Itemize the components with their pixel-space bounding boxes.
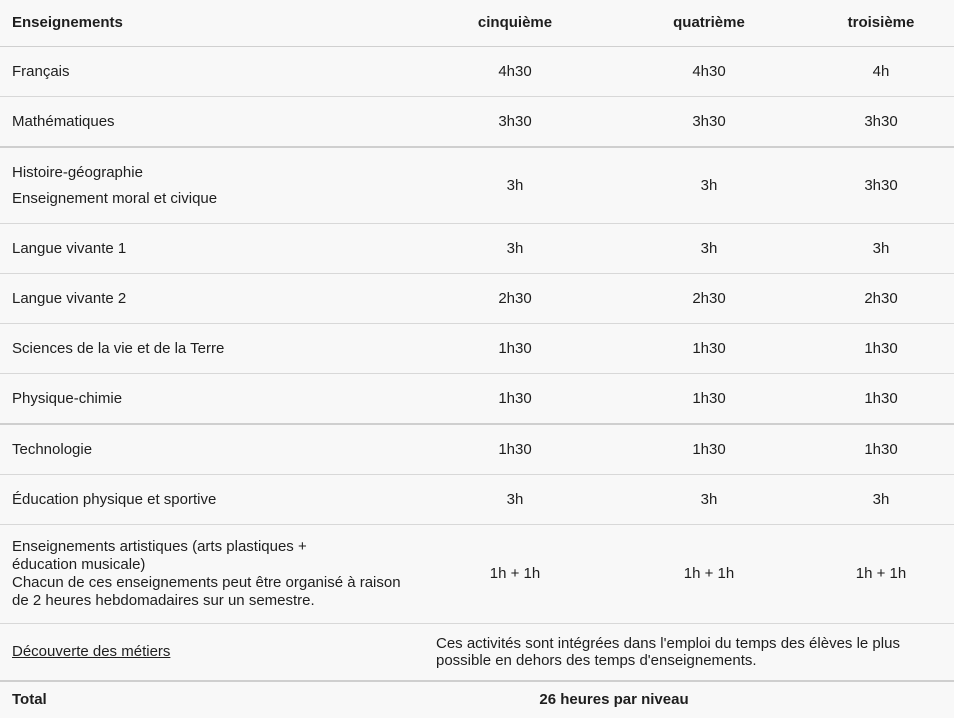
hours-cell: 3h [808,224,954,274]
hours-cell: 3h [610,147,808,224]
hours-cell: 3h30 [808,97,954,148]
hours-cell: 4h [808,47,954,97]
table-row [0,47,954,97]
hours-cell: 2h30 [610,274,808,324]
hours-cell: 3h [420,224,610,274]
table-row [0,324,954,374]
subject-cell: Langue vivante 2 [0,274,420,324]
total-label: Total [12,691,47,708]
hours-cell: 1h + 1h [420,525,610,624]
subject-cell: Technologie [0,424,420,475]
table-row [0,97,954,148]
table-row [0,274,954,324]
hours-cell: 1h30 [610,324,808,374]
decouverte-note: Ces activités sont intégrées dans l'emploi du temps des élèves le plus possible en dehors des temps d'enseignements. [420,624,954,682]
table-row [0,424,954,475]
header-level-3e: troisième [808,0,954,47]
hours-cell: 4h30 [610,47,808,97]
header-level-4e: quatrième [610,0,808,47]
subject-cell: Physique-chimie [0,374,420,425]
subject-cell: Enseignements artistiques (arts plastiques + éducation musicale) Chacun de ces enseignements peut être organisé à raison de 2 heures hebdomadaires sur un semestre. [0,525,420,624]
empty-cell [808,681,954,718]
hours-cell: 2h30 [420,274,610,324]
hours-cell: 1h30 [808,424,954,475]
subject-cell: Histoire-géographie Enseignement moral et civique [0,147,420,224]
hours-cell: 3h30 [420,97,610,148]
hours-cell: 3h [610,475,808,525]
hours-cell: 1h30 [420,374,610,425]
header-subject: Enseignements [0,0,420,47]
hours-cell: 1h30 [420,324,610,374]
subject-cell [0,624,420,682]
subject-cell: Éducation physique et sportive [0,475,420,525]
table-row [0,224,954,274]
hours-cell: 3h [808,475,954,525]
subject-cell: Français [0,47,420,97]
hours-cell: 2h30 [808,274,954,324]
hours-cell: 1h + 1h [610,525,808,624]
hours-cell: 4h30 [420,47,610,97]
table-header-row [0,0,954,47]
header-level-5e: cinquième [420,0,610,47]
subject-cell: Langue vivante 1 [0,224,420,274]
hours-cell: 1h30 [610,374,808,425]
total-value: 26 heures par niveau [539,691,689,708]
subject-cell: Sciences de la vie et de la Terre [0,324,420,374]
hours-cell: 3h [420,475,610,525]
hours-cell: 3h30 [808,147,954,224]
table-row-total [0,681,954,718]
table-row-decouverte [0,624,954,682]
hours-cell: 3h [610,224,808,274]
hours-cell: 1h30 [610,424,808,475]
table-row [0,525,954,624]
table-row [0,475,954,525]
hours-cell: 1h30 [808,324,954,374]
hours-cell: 3h30 [610,97,808,148]
subject-cell: Mathématiques [0,97,420,148]
table-row [0,374,954,425]
hours-cell: 1h30 [420,424,610,475]
decouverte-metiers-link[interactable]: Découverte des métiers [12,643,171,660]
table-row [0,147,954,224]
hours-cell: 1h + 1h [808,525,954,624]
hours-cell: 3h [420,147,610,224]
hours-cell: 1h30 [808,374,954,425]
